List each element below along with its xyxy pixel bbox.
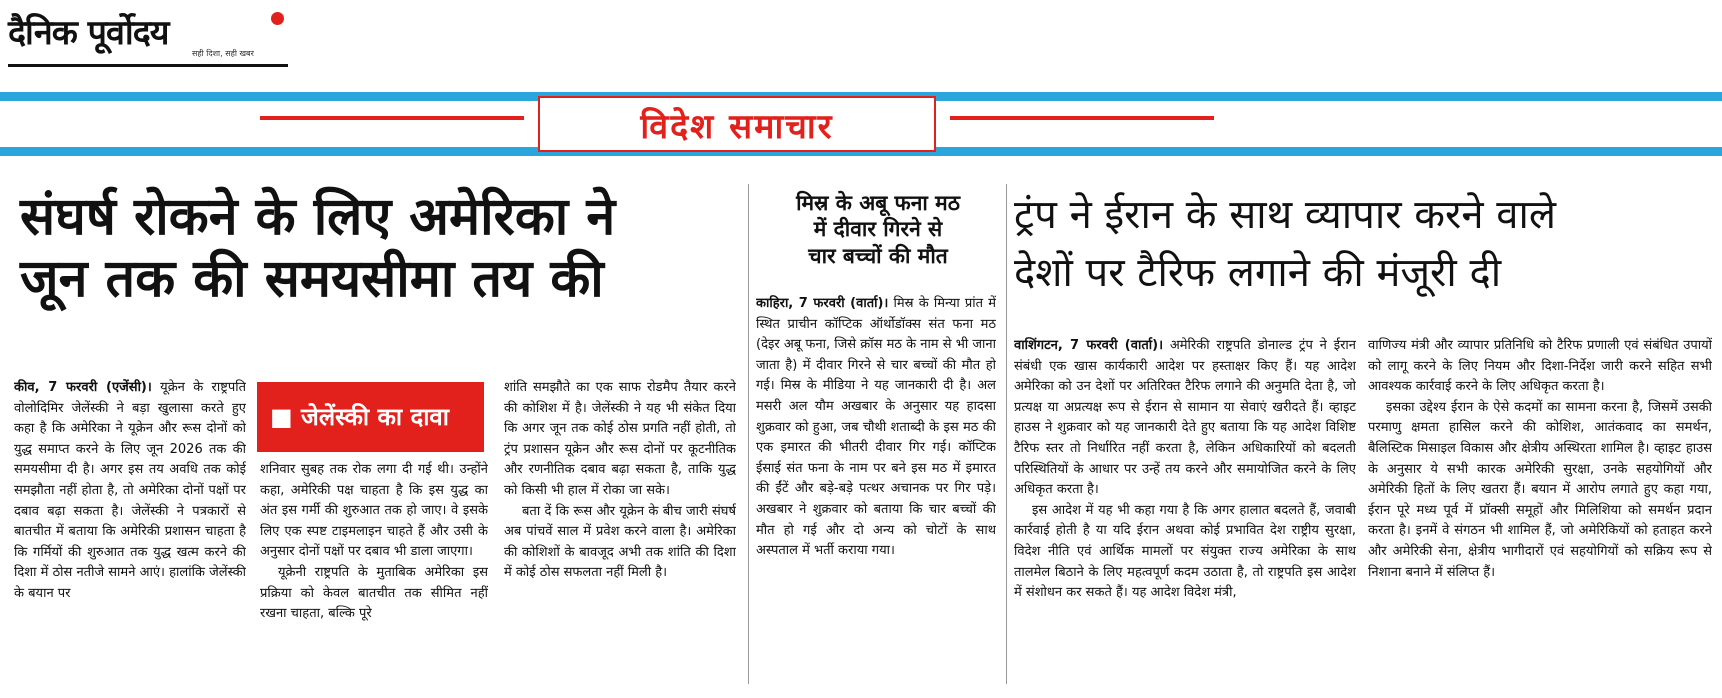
section-banner-title: विदेश समाचार (640, 107, 834, 147)
story1-col3b-text: बता दें कि रूस और यूक्रेन के बीच जारी संघर्ष अब पांचवें साल में प्रवेश करने वाला है। अमेरिका की कोशिशों के बावजूद अभी तक शांति की दिशा में कोई ठोस सफलता नहीं मिली है। (504, 503, 736, 581)
story3-column-1 (1014, 336, 1356, 688)
story1-column-2 (260, 460, 488, 688)
story1-column-1 (14, 378, 246, 688)
story3-col2-text: वाणिज्य मंत्री और व्यापार प्रतिनिधि को टैरिफ प्रणाली एवं संबंधित उपायों को लागू करने के लिए नियम और दिशा-निर्देश जारी करने सहित सभी आवश्यक कार्रवाई करने के लिए अधिकृत करता है। (1368, 338, 1712, 395)
story3-dateline: वाशिंगटन, 7 फरवरी (वार्ता)। (1014, 338, 1163, 353)
story1-headline-line2: जून तक की समयसीमा तय की (20, 249, 604, 310)
story1-col2-text: शनिवार सुबह तक रोक लगा दी गई थी। उन्होंने कहा, अमेरिकी पक्ष चाहता है कि इस युद्ध का अंत इस गर्मी की शुरुआत तक हो जाए। वे इसके लिए एक स्पष्ट टाइमलाइन चाहते हैं और उसी के अनुसार दोनों पक्षों पर दबाव भी डाला जाएगा। (260, 462, 488, 560)
story2-headline (760, 190, 996, 269)
story1-col1-text: यूक्रेन के राष्ट्रपति वोलोदिमिर जेलेंस्की ने बड़ा खुलासा करते हुए कहा है कि अमेरिका ने यूक्रेन और रूस दोनों को युद्ध समाप्त करने के लिए जून 2026 तक की समयसीमा दी है। अगर इस तय अवधि तक कोई समझौता नहीं होता है, तो अमेरिका दोनों पक्षों पर दबाव बढ़ा सकता है। जेलेंस्की ने पत्रकारों से बातचीत में बताया कि अमेरिकी प्रशासन चाहता है कि गर्मियों की शुरुआत तक युद्ध खत्म करने की दिशा में ठोस नतीजे सामने आएं। हालांकि जेलेंस्की के बयान पर (14, 380, 246, 601)
story2-headline-line2: में दीवार गिरने से (813, 217, 943, 242)
story1-column-3 (504, 378, 736, 688)
banner-rule-left (260, 116, 524, 120)
masthead-rule (8, 64, 288, 67)
column-rule-1 (748, 184, 749, 684)
story2-headline-line1: मिस्र के अबू फना मठ (796, 191, 960, 215)
story3-column-2 (1368, 336, 1712, 688)
story1-headline-line1: संघर्ष रोकने के लिए अमेरिका ने (20, 187, 616, 247)
story1-headline (20, 186, 720, 311)
story3-col1-text: अमेरिकी राष्ट्रपति डोनाल्ड ट्रंप ने ईरान संबंधी एक खास कार्यकारी आदेश पर हस्ताक्षर किए हैं। यह आदेश अमेरिका को उन देशों पर अतिरिक्त टैरिफ लगाने की अनुमति देता है, जो प्रत्यक्ष या अप्रत्यक्ष रूप से ईरान से सामान या सेवाएं खरीदते हैं। व्हाइट हाउस ने शुक्रवार को यह जानकारी देते हुए बताया कि यह आदेश विशिष्ट टैरिफ स्तर तो निर्धारित नहीं करता है, लेकिन अधिकारियों को बदलती परिस्थितियों के आधार पर उन्हें तय करने और समायोजित करने के लिए अधिकृत करता है। (1014, 338, 1356, 498)
masthead-title: दैनिक पूर्वोदय (8, 13, 169, 53)
story3-headline-line2: देशों पर टैरिफ लगाने की मंजूरी दी (1014, 250, 1502, 296)
story2-body: मिस्र के मिन्या प्रांत में स्थित प्राचीन कॉप्टिक ऑर्थोडॉक्स संत फना मठ (देइर अबू फना, जिसे क्रॉस मठ के नाम से भी जाना जाता है) में दीवार गिरने से चार बच्चों की मौत हो गई। मिस्र के मीडिया ने यह जानकारी दी है। अल मसरी अल यौम अखबार के अनुसार यह हादसा शुक्रवार को हुआ, जब चौथी शताब्दी के इस मठ की एक इमारत की भीतरी दीवार गिर गई। कॉप्टिक ईसाई संत फना के नाम पर बने इस मठ में इमारत की ईंटें और बड़े-बड़े पत्थर अचानक पर गिर पड़े। अखबार ने शुक्रवार को बताया कि चार बच्चों की मौत हो गई और दो अन्य को चोटों के साथ अस्पताल में भर्ती कराया गया। (756, 296, 996, 559)
banner-rule-right (950, 116, 1214, 120)
story2-column (756, 294, 996, 688)
masthead-tagline: सही दिशा, सही खबर (192, 49, 254, 58)
masthead-dot-icon (271, 12, 284, 25)
story3-headline (1014, 186, 1714, 302)
story1-col3-text: शांति समझौते का एक साफ रोडमैप तैयार करने की कोशिश में है। जेलेंस्की ने यह भी संकेत दिया कि अगर जून तक कोई ठोस प्रगति नहीं होती, तो ट्रंप प्रशासन यूक्रेन और रूस दोनों पर कूटनीतिक और रणनीतिक दबाव बढ़ा सकता है, ताकि युद्ध को किसी भी हाल में रोका जा सके। (504, 380, 736, 498)
story3-col2b-text: इसका उद्देश्य ईरान के ऐसे कदमों का सामना करना है, जिसमें उसकी परमाणु क्षमता हासिल करने की कोशिश, आतंकवाद का समर्थन, बैलिस्टिक मिसाइल विकास और क्षेत्रीय अस्थिरता शामिल है। व्हाइट हाउस के अनुसार ये सभी कारक अमेरिकी सुरक्षा, उनके सहयोगियों और अमेरिकी हितों के लिए खतरा हैं। बयान में आरोप लगाते हुए कहा गया, ईरान पूरे मध्य पूर्व में प्रॉक्सी समूहों और मिलिशिया को समर्थन प्रदान करता है। इनमें वे संगठन भी शामिल हैं, जो अमेरिकियों को हताहत करने और अमेरिकी सेना, क्षेत्रीय भागीदारों एवं सहयोगियों को सक्रिय रूप से निशाना बनाने में संलिप्त हैं। (1368, 399, 1712, 580)
story1-col2b-text: यूक्रेनी राष्ट्रपति के मुताबिक अमेरिका इस प्रक्रिया को केवल बातचीत तक सीमित नहीं रखना चाहता, बल्कि पूरे (260, 564, 488, 622)
story2-headline-line3: चार बच्चों की मौत (808, 243, 948, 268)
story1-dateline: कीव, 7 फरवरी (एजेंसी)। (14, 380, 152, 395)
story1-pullquote: ■ जेलेंस्की का दावा (270, 403, 449, 431)
story2-dateline: काहिरा, 7 फरवरी (वार्ता)। (756, 296, 889, 311)
column-rule-2 (1006, 184, 1007, 684)
story3-headline-line1: ट्रंप ने ईरान के साथ व्यापार करने वाले (1014, 192, 1557, 238)
story3-col1b-text: इस आदेश में यह भी कहा गया है कि अगर हालात बदलते हैं, जवाबी कार्रवाई होती है या यदि ईरान अथवा कोई प्रभावित देश राष्ट्रीय सुरक्षा, विदेश नीति एवं आर्थिक मामलों पर संयुक्त राज्य अमेरिका के साथ तालमेल बिठाने के लिए महत्वपूर्ण कदम उठाता है, तो राष्ट्रपति इस आदेश में संशोधन कर सकते हैं। यह आदेश विदेश मंत्री, (1014, 502, 1356, 601)
